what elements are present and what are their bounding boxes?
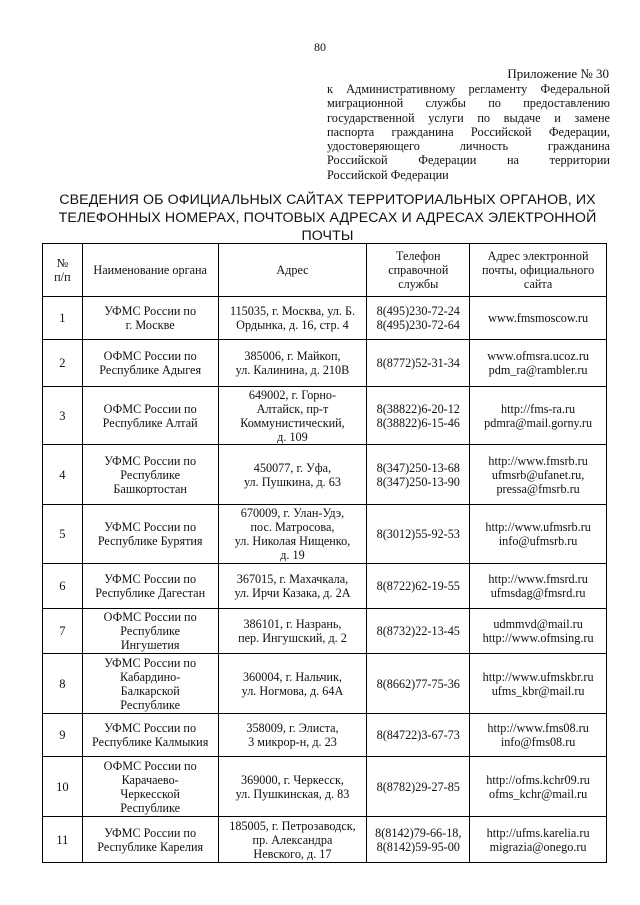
cell-organ-name [82,714,218,757]
cell-address [218,340,367,387]
cell-number [43,445,83,505]
appendix-line: паспорта гражданина Российской Федерации, [327,124,610,139]
cell-address [218,757,367,817]
cell-organ-name [82,609,218,654]
cell-text: Республике [120,467,181,482]
appendix-line: государственной услуги по выдаче и замене [327,110,610,125]
cell-text: г. Москве [125,318,175,332]
table-row [43,757,607,817]
header-text: справочной [388,263,449,277]
cell-text: Республике [120,624,181,638]
cell-text: 7 [59,624,66,638]
cell-text: Ингушетия [120,638,180,652]
cell-text: 8(3012)55-92-53 [376,527,460,541]
cell-text: 2 [59,356,66,370]
cell-text: 8(8782)29-27-85 [376,779,460,794]
cell-text: pdm_ra@rambler.ru [488,363,588,377]
cell-text: 10 [56,779,69,794]
document-title-line: СВЕДЕНИЯ ОБ ОФИЦИАЛЬНЫХ САЙТАХ ТЕРРИТОРИАЛЬНЫХ ОРГАНОВ, ИХ [59,192,596,208]
cell-text: http://www.ufmskbr.ru [482,669,594,684]
cell-text: Башкортостан [113,481,187,496]
cell-address [218,609,367,654]
cell-text: Республике Алтай [102,415,198,430]
cell-text: Республике [120,697,181,712]
cell-email-site [470,387,607,445]
cell-text: ул. Ногмова, д. 64А [241,683,344,698]
cell-number [43,340,83,387]
cell-text: д. 19 [280,548,305,562]
cell-text: ufms_kbr@mail.ru [491,683,585,698]
cell-text: 3 [59,408,66,423]
cell-text: 8(495)230-72-24 [376,304,460,318]
cell-text: Республике Дагестан [95,586,206,600]
cell-phone [367,445,470,505]
header-phone [367,244,470,297]
cell-text: Черкесской [120,786,180,801]
cell-email-site [470,445,607,505]
cell-text: udmmvd@mail.ru [493,617,583,631]
cell-text: 8 [59,676,66,691]
header-address [218,244,367,297]
cell-text: УФМС России по [104,655,197,670]
cell-organ-name [82,564,218,609]
document-title [40,191,615,245]
cell-text: ОФМС России по [103,349,197,363]
cell-number [43,505,83,564]
cell-phone [367,714,470,757]
cell-number [43,564,83,609]
cell-text: 360004, г. Нальчик, [242,669,342,684]
cell-text: УФМС России по [104,572,197,586]
cell-address [218,654,367,714]
appendix-line: Российской Федерации [327,167,449,182]
cell-text: Республике Карелия [97,839,204,854]
cell-organ-name [82,817,218,863]
cell-address [218,564,367,609]
cell-phone [367,387,470,445]
cell-text: 8(495)230-72-64 [376,318,460,332]
cell-phone [367,757,470,817]
cell-text: пр. Александра [252,832,333,847]
cell-text: 8(84722)3-67-73 [376,728,460,742]
cell-text: 185005, г. Петрозаводск, [229,818,356,833]
cell-text: Республике [120,800,181,815]
cell-text: 386101, г. Назрань, [243,617,342,631]
cell-text: УФМС России по [104,520,197,534]
cell-text: ОФМС России по [103,610,197,624]
cell-text: УФМС России по [104,304,197,318]
header-text: № [56,256,69,270]
cell-number [43,387,83,445]
cell-phone [367,654,470,714]
cell-phone [367,564,470,609]
header-text: Адрес электронной [487,249,589,263]
cell-email-site [470,714,607,757]
appendix-line: Российской Федерации на территории [327,153,610,168]
cell-organ-name [82,757,218,817]
cell-text: 115035, г. Москва, ул. Б. [229,304,355,318]
cell-text: http://www.ufmsrb.ru [485,520,591,534]
cell-email-site [470,609,607,654]
header-organ-name [82,244,218,297]
document-title-line: ТЕЛЕФОННЫХ НОМЕРАХ, ПОЧТОВЫХ АДРЕСАХ И АДРЕСАХ ЭЛЕКТРОННОЙ ПОЧТЫ [58,210,597,244]
cell-text: 4 [59,467,66,482]
cell-text: УФМС России по [104,721,197,735]
cell-text: ОФМС России по [103,401,197,416]
table-row [43,387,607,445]
cell-organ-name [82,505,218,564]
cell-text: ул. Ирчи Казака, д. 2А [234,586,351,600]
header-text: Адрес [276,263,309,277]
cell-email-site [470,564,607,609]
header-text: сайта [523,277,553,291]
cell-text: ufmsrb@ufanet.ru, [491,467,585,482]
cell-text: Республике Калмыкия [92,735,209,749]
cell-email-site [470,757,607,817]
header-text: службы [398,277,439,291]
cell-text: 9 [59,728,66,742]
cell-text: ул. Калинина, д. 210В [235,363,350,377]
cell-phone [367,297,470,340]
cell-text: ufmsdag@fmsrd.ru [490,586,586,600]
cell-text: www.fmsmoscow.ru [488,311,589,325]
header-email-site [470,244,607,297]
cell-text: 369000, г. Черкесск, [241,772,344,787]
cell-text: 358009, г. Элиста, [246,721,339,735]
table-row [43,654,607,714]
cell-text: Балкарской [120,683,180,698]
cell-organ-name [82,654,218,714]
cell-text: 8(8662)77-75-36 [376,676,460,691]
cell-text: 8(38822)6-20-12 [376,401,460,416]
cell-email-site [470,654,607,714]
cell-text: 5 [59,527,66,541]
cell-number [43,654,83,714]
cell-text: info@ufmsrb.ru [498,534,578,548]
cell-email-site [470,505,607,564]
header-text: п/п [54,270,71,284]
cell-text: 6 [59,579,66,593]
appendix-line: удостоверяющего личность гражданина [327,139,610,154]
cell-text: 670009, г. Улан-Удэ, [240,506,345,520]
appendix-line: к Административному регламенту Федеральной [327,82,610,96]
cell-text: 450077, г. Уфа, [253,460,332,475]
appendix-number: Приложение № 30 [507,66,609,81]
cell-text: д. 109 [277,429,308,444]
cell-text: 11 [56,832,69,847]
page-number: 80 [314,40,326,54]
table-header-row [43,244,607,297]
cell-text: Карачаево- [121,772,179,787]
cell-text: www.ofmsra.ucoz.ru [487,349,589,363]
table-row [43,564,607,609]
cell-number [43,297,83,340]
header-text: Телефон [396,249,441,263]
header-text: почты, официального [482,263,595,277]
header-text: Наименование органа [93,263,207,277]
cell-text: ул. Николая Нищенко, [234,534,351,548]
cell-text: pdmra@mail.gorny.ru [484,415,593,430]
cell-text: Ордынка, д. 16, стр. 4 [236,318,349,332]
cell-text: http://www.ofmsing.ru [482,631,594,645]
cell-text: http://ufms.karelia.ru [486,825,590,840]
cell-number [43,714,83,757]
cell-text: пер. Ингушский, д. 2 [238,631,347,645]
cell-text: 8(8732)22-13-45 [376,624,460,638]
table-row [43,297,607,340]
cell-address [218,714,367,757]
cell-address [218,387,367,445]
table-row [43,817,607,863]
cell-organ-name [82,387,218,445]
cell-address [218,817,367,863]
cell-text: http://ofms.kchr09.ru [486,772,590,787]
cell-phone [367,505,470,564]
cell-text: УФМС России по [104,453,197,468]
cell-text: 8(8722)62-19-55 [376,579,460,593]
cell-text: ул. Пушкина, д. 63 [243,474,341,489]
cell-text: Республике Адыгея [99,363,202,377]
cell-text: 3 микрор-н, д. 23 [248,735,337,749]
cell-text: http://fms-ra.ru [501,401,576,416]
cell-text: Невского, д. 17 [253,846,332,861]
cell-text: migrazia@onego.ru [489,839,587,854]
cell-text: Коммунистический, [240,415,345,430]
appendix-line: миграционной службы по предоставлению [327,96,610,111]
cell-text: ofms_kchr@mail.ru [488,786,588,801]
cell-email-site [470,817,607,863]
cell-text: 1 [59,311,66,325]
cell-number [43,609,83,654]
table-row [43,445,607,505]
cell-organ-name [82,297,218,340]
cell-address [218,505,367,564]
cell-text: Республике Бурятия [97,534,203,548]
cell-text: ОФМС России по [103,758,197,773]
territorial-bodies-table [42,243,607,863]
cell-text: 8(347)250-13-90 [376,474,460,489]
table-row [43,714,607,757]
cell-text: 8(38822)6-15-46 [376,415,460,430]
cell-text: 367015, г. Махачкала, [236,572,349,586]
header-number [43,244,83,297]
cell-organ-name [82,445,218,505]
cell-text: пос. Матросова, [250,520,335,534]
cell-number [43,757,83,817]
cell-text: 8(8142)79-66-18, [375,825,462,840]
cell-address [218,445,367,505]
cell-text: 8(8772)52-31-34 [376,356,460,370]
cell-text: Кабардино- [120,669,181,684]
table-body [43,297,607,863]
cell-text: 8(8142)59-95-00 [376,839,460,854]
cell-text: 385006, г. Майкоп, [244,349,341,363]
appendix-description [327,82,610,182]
table-row [43,609,607,654]
cell-text: 8(347)250-13-68 [376,460,460,475]
cell-organ-name [82,340,218,387]
cell-address [218,297,367,340]
table-row [43,340,607,387]
cell-text: Алтайск, пр-т [256,401,329,416]
cell-text: info@fms08.ru [500,735,576,749]
cell-text: УФМС России по [104,825,197,840]
cell-text: http://www.fmsrb.ru [488,453,588,468]
cell-text: http://www.fmsrd.ru [488,572,588,586]
cell-email-site [470,297,607,340]
table-row [43,505,607,564]
cell-phone [367,609,470,654]
cell-text: http://www.fms08.ru [487,721,589,735]
cell-number [43,817,83,863]
cell-email-site [470,340,607,387]
cell-text: pressa@fmsrb.ru [496,481,580,496]
cell-phone [367,340,470,387]
cell-phone [367,817,470,863]
cell-text: ул. Пушкинская, д. 83 [235,786,350,801]
cell-text: 649002, г. Горно- [248,387,337,402]
